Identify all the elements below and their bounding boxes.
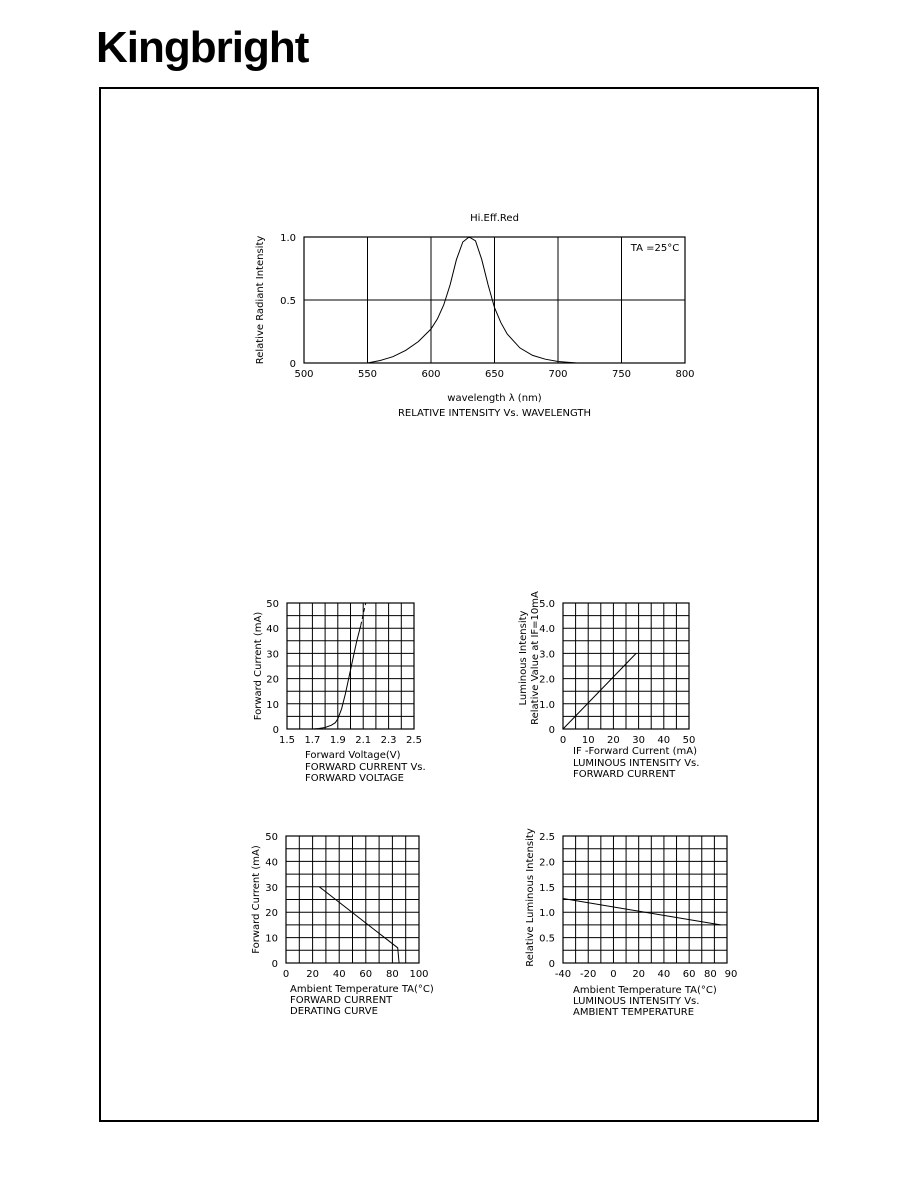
y-tick-label: 50 [265, 832, 278, 843]
y-tick-label: 1.0 [539, 908, 555, 920]
y-tick-label: 0 [548, 959, 555, 970]
spectrum-chart [255, 213, 695, 419]
x-axis-label: Ambient Temperature TA(°C) [573, 985, 717, 996]
x-tick-label: 60 [682, 969, 696, 980]
x-tick-label: 30 [632, 735, 645, 746]
x-tick-label: 40 [332, 969, 346, 980]
y-tick-label: 0.5 [539, 933, 555, 945]
x-tick-label: 100 [409, 969, 429, 980]
luminous_temp-chart [525, 828, 737, 1018]
y-tick-label: 40 [265, 857, 278, 869]
y-tick-label: 2.0 [539, 857, 555, 869]
y-tick-label: 2.0 [539, 674, 555, 686]
y-tick-label: 1.0 [539, 699, 555, 711]
y-tick-label: 5.0 [539, 599, 555, 610]
y-axis-label: Relative Luminous Intensity [525, 828, 536, 967]
chart-caption: FORWARD CURRENT [290, 995, 393, 1006]
y-tick-label: 2.5 [539, 832, 555, 843]
x-tick-label: 2.1 [355, 735, 372, 746]
y-axis-label: Forward Current (mA) [251, 845, 262, 954]
x-axis-label: Forward Voltage(V) [305, 750, 401, 761]
x-tick-label: 20 [632, 969, 646, 980]
chart-caption: LUMINOUS INTENSITY Vs. [573, 996, 700, 1007]
chart-caption: FORWARD VOLTAGE [305, 773, 404, 784]
x-tick-label: 10 [581, 735, 595, 746]
x-tick-label: 40 [657, 969, 671, 980]
chart-caption: FORWARD CURRENT Vs. [305, 762, 426, 773]
x-tick-label: 750 [611, 369, 632, 380]
y-tick-label: 10 [266, 699, 279, 711]
luminous_current-chart [518, 591, 699, 780]
x-tick-label: 1.5 [279, 735, 295, 746]
x-tick-label: 2.5 [406, 735, 422, 746]
x-tick-label: 800 [675, 369, 695, 380]
x-tick-label: 80 [704, 969, 717, 980]
y-axis-label: Forward Current (mA) [253, 611, 264, 721]
x-axis-label: IF -Forward Current (mA) [573, 746, 698, 757]
y-tick-label: 1.0 [280, 233, 296, 244]
y-tick-label: 4.0 [539, 624, 555, 636]
y-tick-label: 0 [548, 725, 555, 736]
brand-logo: Kingbright [96, 23, 309, 72]
x-tick-label: 650 [484, 369, 505, 380]
x-tick-label: 50 [682, 735, 696, 746]
x-tick-label: 2.3 [380, 735, 397, 746]
chart-caption: AMBIENT TEMPERATURE [573, 1007, 695, 1018]
x-tick-label: -20 [580, 969, 597, 980]
x-tick-label: 60 [359, 969, 373, 980]
y-tick-label: 30 [265, 882, 278, 894]
y-tick-label: 50 [266, 599, 279, 610]
y-axis-label: Relative Radiant Intensity [255, 235, 266, 365]
y-tick-label: 40 [266, 624, 279, 636]
x-tick-label: 1.9 [329, 735, 346, 746]
x-tick-label: 0 [610, 969, 617, 980]
y-tick-label: 3.0 [539, 649, 555, 661]
y-axis-label: Relative Value at IF=10mA [530, 591, 541, 725]
x-tick-label: 90 [724, 969, 738, 980]
x-tick-label: 80 [386, 969, 399, 980]
x-tick-label: 20 [607, 735, 620, 746]
x-tick-label: 600 [421, 369, 441, 380]
x-axis-label: wavelength λ (nm) [447, 393, 542, 404]
x-tick-label: 550 [357, 369, 378, 380]
chart-caption: LUMINOUS INTENSITY Vs. [573, 758, 700, 769]
chart-caption: RELATIVE INTENSITY Vs. WAVELENGTH [397, 408, 592, 419]
temperature-annotation: TA =25°C [630, 243, 680, 254]
y-tick-label: 10 [265, 933, 278, 945]
y-tick-label: 20 [265, 908, 278, 920]
y-tick-label: 20 [266, 674, 279, 686]
y-tick-label: 1.5 [539, 882, 555, 894]
y-tick-label: 0.5 [280, 296, 296, 307]
y-tick-label: 0 [289, 359, 296, 370]
x-tick-label: 0 [282, 969, 290, 980]
y-axis-label: Luminous Intensity [518, 610, 529, 706]
y-tick-label: 0 [272, 725, 279, 736]
iv-chart [253, 599, 426, 784]
derating-chart [251, 832, 434, 1017]
x-axis-label: Ambient Temperature TA(°C) [290, 984, 434, 995]
y-tick-label: 30 [266, 649, 279, 661]
x-tick-label: 700 [548, 369, 568, 380]
x-tick-label: 0 [559, 735, 567, 746]
x-tick-label: 500 [294, 369, 314, 380]
chart-title: Hi.Eff.Red [470, 213, 519, 224]
chart-caption: DERATING CURVE [290, 1006, 378, 1017]
x-tick-label: -40 [554, 969, 572, 980]
chart-caption: FORWARD CURRENT [573, 769, 676, 780]
x-tick-label: 1.7 [304, 735, 321, 746]
x-tick-label: 40 [657, 735, 671, 746]
x-tick-label: 20 [306, 969, 319, 980]
y-tick-label: 0 [271, 959, 278, 970]
